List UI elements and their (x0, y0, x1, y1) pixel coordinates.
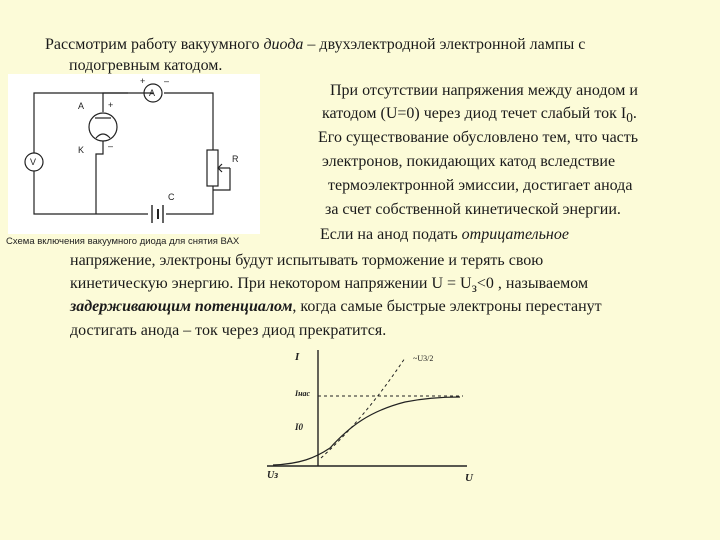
paragraph-line11: достигать анода – ток через диод прекратится. (70, 322, 387, 339)
paragraph-line9-a: кинетическую энергию. При некотором напряжении U = U (70, 275, 472, 292)
power-law-curve (321, 358, 405, 458)
label-ammeter: A (149, 88, 156, 98)
paragraph-line9-b: <0 , называемом (476, 275, 589, 292)
paragraph-line5: термоэлектронной эмиссии, достигает анода (328, 177, 633, 194)
intro-text (45, 34, 665, 76)
label-voltmeter: V (30, 157, 37, 167)
circuit-wire-left (34, 93, 148, 214)
intro-term-diode: диода (263, 36, 304, 53)
svg-text:–: – (164, 76, 170, 86)
label-y-axis: I (295, 351, 300, 363)
paragraph-line10-b: , когда самые быстрые электроны перестанут (292, 298, 602, 315)
paragraph-line1: При отсутствии напряжения между анодом и (330, 82, 638, 99)
label-resistor: R (232, 154, 239, 164)
svg-text:–: – (108, 141, 114, 151)
label-uz: Uз (267, 470, 279, 481)
circuit-wire-cathode (96, 146, 103, 214)
paragraph-line2-end: . (632, 105, 637, 122)
paragraph-line9 (70, 273, 588, 298)
label-power-law: ~U3/2 (413, 354, 434, 363)
intro-part1: Рассмотрим работу вакуумного (45, 36, 264, 53)
svg-text:+: + (108, 100, 114, 110)
label-x-axis: U (465, 472, 473, 483)
resistor-icon (207, 150, 218, 186)
paragraph-line7-b: отрицательное (461, 226, 569, 243)
paragraph-line2-sub: 0 (626, 110, 633, 126)
iv-graph (255, 348, 475, 483)
paragraph-line7 (320, 224, 569, 245)
svg-text:+: + (140, 76, 146, 86)
paragraph-line9-sub: з (471, 280, 477, 296)
label-anode: A (78, 101, 85, 111)
paragraph-line10 (70, 296, 602, 317)
intro-part2: – двухэлектродной электронной лампы с (303, 36, 586, 53)
label-i0: I0 (295, 422, 304, 432)
paragraph-line10-a: задерживающим потенциалом (70, 298, 293, 315)
label-i-sat: Iнас (295, 389, 311, 398)
label-battery: C (168, 192, 175, 202)
paragraph-line3: Его существование обусловлено тем, что часть (318, 129, 639, 146)
paragraph-line2 (322, 103, 637, 128)
circuit-diagram (8, 74, 260, 234)
paragraph-line4: электронов, покидающих катод вследствие (322, 153, 616, 170)
circuit-caption: Схема включения вакуумного диода для снятия ВАХ (6, 236, 240, 247)
paragraph-line6: за счет собственной кинетической энергии. (325, 201, 621, 218)
diode-icon (89, 113, 117, 141)
paragraph-line7-a: Если на анод подать (320, 226, 462, 243)
label-cathode: K (78, 145, 85, 155)
intro-line2: подогревным катодом. (69, 57, 223, 74)
paragraph-line8: напряжение, электроны будут испытывать торможение и терять свою (70, 252, 544, 269)
paragraph-line2-text: катодом (U=0) через диод течет слабый ток I (322, 105, 627, 122)
